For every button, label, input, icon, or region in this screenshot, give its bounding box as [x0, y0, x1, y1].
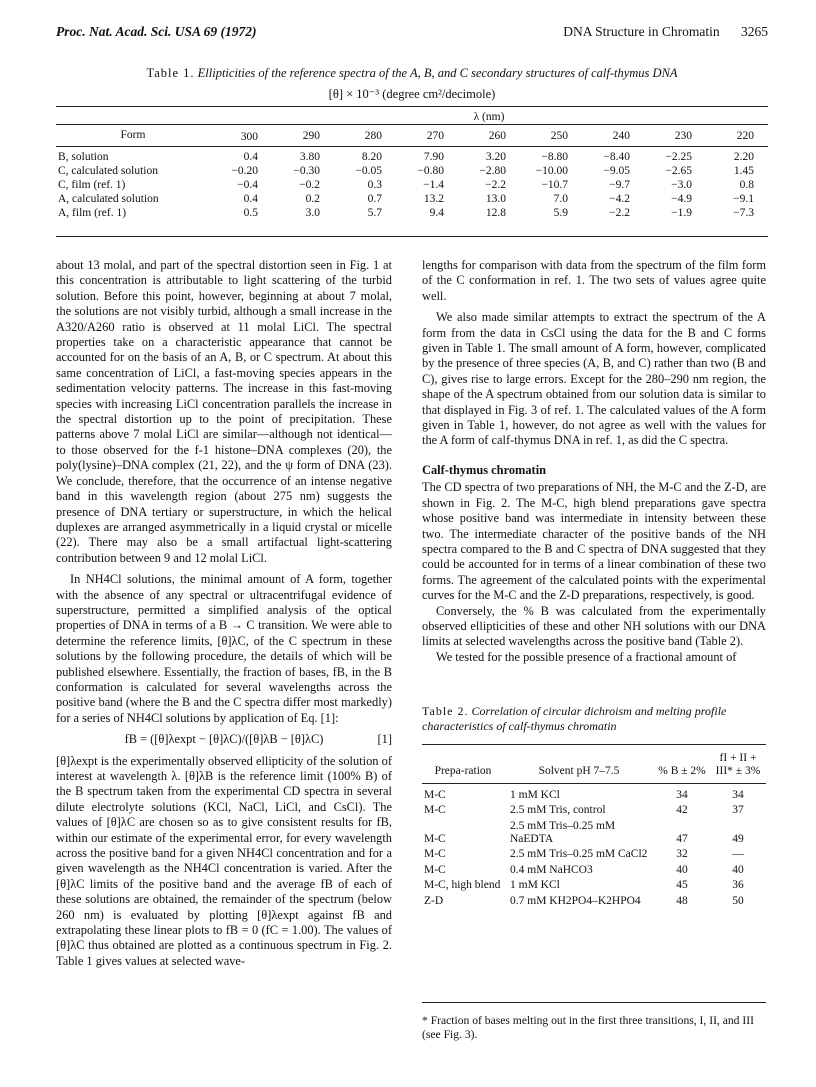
form-cell: C, film (ref. 1) — [58, 179, 126, 191]
solvent-cell: 2.5 mM Tris, control — [510, 804, 606, 817]
table1-row — [56, 178, 768, 192]
f-cell: 50 — [732, 894, 744, 907]
value-cell: 2.20 — [733, 151, 754, 163]
solvent-cell: 2.5 mM Tris–0.25 mM CaCl2 — [510, 848, 648, 861]
value-cell: −4.9 — [671, 193, 692, 205]
value-cell: −8.80 — [541, 151, 568, 163]
prep-cell: M-C — [424, 788, 446, 801]
table1-row — [56, 192, 768, 206]
wavelength-header: 300 — [240, 131, 258, 143]
value-cell: 0.5 — [243, 207, 258, 219]
value-cell: 3.80 — [299, 151, 320, 163]
value-cell: −2.80 — [479, 165, 506, 177]
value-cell: −3.0 — [671, 179, 692, 191]
paragraph: We tested for the possible presence of a fractional amount of — [436, 649, 737, 664]
section-heading: Calf-thymus chromatin — [422, 462, 547, 477]
form-cell: A, calculated solution — [58, 193, 159, 205]
table2-row — [422, 862, 766, 877]
percent-b-cell: 42 — [676, 804, 688, 817]
value-cell: 7.0 — [553, 193, 568, 205]
solvent-cell: 1 mM KCl — [510, 788, 560, 801]
value-cell: 0.2 — [305, 193, 320, 205]
paragraph: The CD spectra of two preparations of NH, the M-C and the Z-D, are shown in Fig. 2. The M-C, high blend preparations gave spectra whose positive band was intermediate in intensity between these two. The intermediate character of the positive bands of the NH spectra compared to the B and C spectra of DNA suggested that they could be accounted for in terms of a linear combination of these two forms. The agreement of the calculated points with the experimental curves for the M-C and the Z-D preparations, respectively, is good. — [422, 480, 766, 603]
percent-b-cell: 32 — [676, 848, 688, 861]
prep-cell: M-C — [424, 863, 446, 876]
value-cell: −9.7 — [609, 179, 630, 191]
percent-b-cell: 48 — [676, 894, 688, 907]
table1-row — [56, 164, 768, 178]
f-cell: 36 — [732, 879, 744, 892]
table1 — [56, 108, 768, 220]
journal-citation: Proc. Nat. Acad. Sci. USA 69 (1972) — [56, 24, 257, 39]
value-cell: 0.8 — [739, 179, 754, 191]
solvent-cell: 0.4 mM NaHCO3 — [510, 863, 593, 876]
paragraph: We also made similar attempts to extract the spectrum of the A form from the data in CsCl using the data for the B and C forms given in Table 1. The small amount of A form, however, complicated by the presence of three species (A, B, and C) rather than two (B and C), gives rise to large errors. Except for the 280–290 nm region, the shape of the A spectrum obtained from our solution data is similar to that displayed in Fig. 3 of ref. 1. The calculated values of the A form given in Table 1, however, do not agree as well with the values for the A form of calf-thymus DNA in ref. 1, as did the C spectra. — [422, 310, 766, 448]
prep-cell: Z-D — [424, 894, 444, 907]
f-cell: 37 — [732, 804, 744, 817]
table1-row — [56, 147, 768, 165]
table2-caption — [422, 704, 766, 734]
form-cell: B, solution — [58, 151, 109, 163]
value-cell: 0.7 — [367, 193, 382, 205]
table2 — [422, 746, 766, 908]
f-cell: 49 — [732, 833, 744, 846]
prep-header: Prepa-ration — [434, 765, 492, 778]
prep-cell: M-C, high blend — [424, 879, 501, 892]
left-column — [56, 258, 392, 969]
prep-cell: M-C — [424, 833, 446, 846]
value-cell: 0.4 — [243, 193, 258, 205]
solvent-cell: 1 mM KCl — [510, 879, 560, 892]
prep-cell: M-C — [424, 848, 446, 861]
paragraph: about 13 molal, and part of the spectral distortion seen in Fig. 1 at this concentration is attributable to light scattering of the turbid solution. Before this point, however, beginning at about 7 molal, the solutions are not visibly turbid, although a small increase in the A320/A260 ratio is observed at 11 molal LiCl. The spectral properties take on a characteristic appearance that cannot be accounted for on the basis of an A, B, or C spectrum. At about this same concentration of LiCl, a fast-moving species appears in the sedimentation velocity patterns. The increase in this fast-moving species with increasing LiCl concentration parallels the increase in the spectral distortion up to the point of precipitation. These patterns above 7 molal LiCl are similar—although not identical—to those observed for the f-1 histone–DNA complexes (20), the poly(lysine)–DNA complex (21, 22), and the ψ form of DNA (23). We conclude, therefore, that the occurrence of an intense negative band in this wavelength region (about 275 nm) suggests the presence of DNA tertiary or superstructure, in which the helical duplexes are arranged asymmetrically in a liquid crystal or micelle (22). There may also be a small artifactual light-scattering contribution between 9 and 12 molal LiCl. — [56, 258, 392, 565]
wavelength-header: 240 — [612, 129, 630, 142]
equation-text: fB = ([θ]λexpt − [θ]λC)/([θ]λB − [θ]λC) — [124, 732, 324, 747]
percent-b-cell: 45 — [676, 879, 688, 892]
table1-caption-text: Ellipticities of the reference spectra of the A, B, and C secondary structures of calf-thymus DNA — [197, 66, 678, 80]
value-cell: −1.4 — [423, 179, 444, 191]
form-header: Form — [120, 129, 146, 141]
value-cell: −9.1 — [733, 193, 754, 205]
value-cell: −9.05 — [603, 165, 630, 177]
wavelength-header: 280 — [364, 129, 382, 142]
value-cell: −2.65 — [665, 165, 692, 177]
paragraph: [θ]λexpt is the experimentally observed ellipticity of the solution of interest at wavelength λ. [θ]λB is the reference limit (100% B) of the B spectrum taken from the experimental CD spectra in several dilute electrolyte solutions (KCl, NaCl, LiCl, and CsCl). The values of [θ]λC are chosen so as to give consistent results for fB, within our estimate of the experimental error, for every wavelength across the positive band for a given NH4Cl concentration and for a given wavelength as the NH4Cl concentration is varied. After the [θ]λC limits of the positive band and the average fB of each of these solutions are obtained, the remainder of the spectrum (below 260 nm) is evaluated by plotting [θ]λexpt against fB and extrapolating these linear plots to fB = 0 (fC = 1.00). The values of [θ]λC thus obtained are plotted as a continuous spectrum in Fig. 2. Table 1 gives values at selected wave- — [56, 753, 392, 968]
wavelength-header: 290 — [302, 129, 320, 142]
paragraph: lengths for comparison with data from the spectrum of the film form of the C conformation in ref. 1. The two sets of values agree quite well. — [422, 258, 766, 303]
value-cell: −4.2 — [609, 193, 630, 205]
wavelength-header: 250 — [550, 129, 568, 142]
value-cell: 7.90 — [423, 151, 444, 163]
right-column — [422, 258, 766, 665]
value-cell: 5.7 — [367, 207, 382, 219]
value-cell: −0.05 — [355, 165, 382, 177]
table2-row — [422, 893, 766, 908]
value-cell: 9.4 — [429, 207, 444, 219]
value-cell: −0.80 — [417, 165, 444, 177]
paragraph: Conversely, the % B was calculated from the experimentally observed ellipticities of these and other NH solutions with our DNA limits at selected wavelengths across the positive band (Table 2). — [422, 603, 766, 649]
page-header — [56, 24, 768, 44]
equation-number: [1] — [377, 732, 392, 747]
f-header: fI + II + III* ± 3% — [715, 752, 761, 778]
value-cell: 0.3 — [367, 179, 382, 191]
table2-row — [422, 818, 766, 847]
running-title: DNA Structure in Chromatin — [563, 24, 720, 39]
value-cell: −2.2 — [485, 179, 506, 191]
prep-cell: M-C — [424, 804, 446, 817]
table1-caption — [56, 66, 768, 81]
table1-row — [56, 206, 768, 220]
percent-b-cell: 47 — [676, 833, 688, 846]
solvent-header: Solvent pH 7–7.5 — [538, 765, 620, 778]
value-cell: 3.0 — [305, 207, 320, 219]
value-cell: −2.2 — [609, 207, 630, 219]
value-cell: 12.8 — [485, 207, 506, 219]
paragraph: In NH4Cl solutions, the minimal amount of A form, together with the absence of any spectral or ultracentrifugal evidence of superstructure, permitted a simplified analysis of the optical properties of DNA in terms of a B → C transition. We were able to determine the reference limits, [θ]λC, of the C spectrum in these solutions by the following procedure, the details of which will be published elsewhere. Essentially, the fraction of bases, fB, in the B conformation is calculated for several wavelengths across the positive band (where the B and the C spectra differ most markedly) for a series of NH4Cl solutions by application of Eq. [1]: — [56, 572, 392, 725]
percent-b-header: % B ± 2% — [658, 765, 706, 778]
wavelength-header: 230 — [674, 129, 692, 142]
value-cell: −0.4 — [237, 179, 258, 191]
wavelength-header: 260 — [488, 129, 506, 142]
value-cell: −2.25 — [665, 151, 692, 163]
table2-row — [422, 877, 766, 892]
value-cell: −0.20 — [231, 165, 258, 177]
table2-footnote: * Fraction of bases melting out in the first three transitions, I, II, and III (see Fig. 3). — [422, 1014, 754, 1042]
page-number: 3265 — [741, 24, 768, 39]
table2-caption-text: Correlation of circular dichroism and melting profile characteristics of calf-thymus chromatin — [422, 704, 727, 733]
lambda-header: λ (nm) — [473, 111, 505, 123]
value-cell: 0.4 — [243, 151, 258, 163]
value-cell: 1.45 — [733, 165, 754, 177]
solvent-cell: 0.7 mM KH2PO4–K2HPO4 — [510, 894, 641, 907]
value-cell: −10.00 — [535, 165, 568, 177]
value-cell: −1.9 — [671, 207, 692, 219]
value-cell: 13.2 — [423, 193, 444, 205]
table2-row — [422, 783, 766, 802]
value-cell: −0.2 — [299, 179, 320, 191]
wavelength-header: 270 — [426, 129, 444, 142]
value-cell: 13.0 — [485, 193, 506, 205]
f-cell: 34 — [732, 788, 744, 801]
value-cell: 8.20 — [361, 151, 382, 163]
solvent-cell: 2.5 mM Tris–0.25 mM NaEDTA — [510, 819, 616, 846]
value-cell: 3.20 — [485, 151, 506, 163]
f-cell: — — [732, 848, 744, 861]
form-cell: C, calculated solution — [58, 165, 158, 177]
table2-row — [422, 802, 766, 817]
equation — [56, 732, 392, 747]
value-cell: −8.40 — [603, 151, 630, 163]
value-cell: −7.3 — [733, 207, 754, 219]
value-cell: −0.30 — [293, 165, 320, 177]
percent-b-cell: 34 — [676, 788, 688, 801]
table1-label: Table 1. — [146, 66, 195, 80]
wavelength-header: 220 — [736, 129, 754, 142]
table1-units: [θ] × 10⁻³ (degree cm²/decimole) — [328, 87, 496, 101]
percent-b-cell: 40 — [676, 863, 688, 876]
table2-row — [422, 846, 766, 861]
value-cell: −10.7 — [541, 179, 568, 191]
f-cell: 40 — [732, 863, 744, 876]
table2-label: Table 2. — [422, 704, 469, 718]
form-cell: A, film (ref. 1) — [58, 207, 127, 219]
value-cell: 5.9 — [553, 207, 568, 219]
